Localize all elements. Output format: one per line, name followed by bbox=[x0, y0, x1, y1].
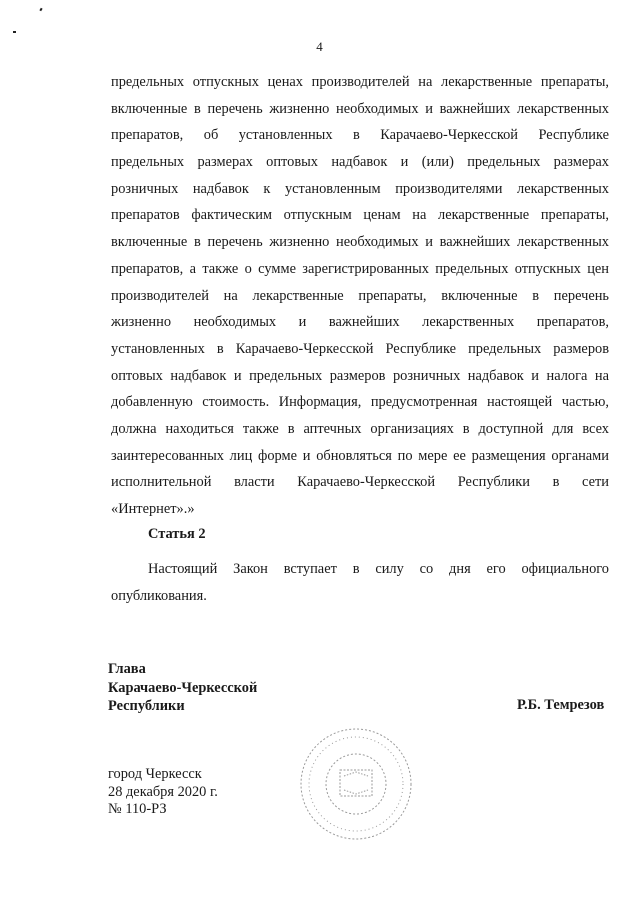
signatory-title-line: Республики bbox=[108, 698, 185, 714]
paragraph-line: препаратов, об установленных в Карачаево-Черкесской Республике bbox=[111, 127, 609, 144]
paragraph-line: розничных надбавок к установленным производителями лекарственных bbox=[111, 180, 609, 197]
document-footer bbox=[108, 766, 218, 819]
paragraph-line: оптовых надбавок и предельных размеров розничных надбавок и налога на bbox=[111, 367, 609, 384]
paragraph-line: «Интернет».» bbox=[111, 501, 195, 517]
page-number: 4 bbox=[316, 39, 323, 54]
article-title: Статья 2 bbox=[148, 526, 206, 542]
paragraph-line: заинтересованных лиц форме и обновляться по мере ее размещения органами bbox=[111, 447, 609, 464]
official-seal-stamp bbox=[296, 724, 416, 844]
paragraph-line: жизненно необходимых и важнейших лекарственных препаратов, bbox=[111, 314, 609, 331]
article-2-body bbox=[111, 556, 609, 609]
scan-artifact bbox=[13, 31, 16, 33]
paragraph-line: производителей на лекарственные препараты, включенные в перечень bbox=[111, 287, 609, 304]
article-1-continuation bbox=[111, 69, 609, 523]
scan-artifact bbox=[39, 8, 42, 12]
paragraph-line: Настоящий Закон вступает в силу со дня его официального bbox=[148, 561, 609, 577]
date: 28 декабря 2020 г. bbox=[108, 783, 218, 800]
paragraph-line: препаратов фактическим отпускным ценам на лекарственные препараты, bbox=[111, 207, 609, 224]
paragraph-line: включенные в перечень жизненно необходимых и важнейших лекарственных bbox=[111, 100, 609, 117]
paragraph-line: препаратов, а также о сумме зарегистрированных предельных отпускных цен bbox=[111, 260, 609, 277]
paragraph-line: опубликования. bbox=[111, 587, 207, 604]
paragraph-line: включенные в перечень жизненно необходимых и важнейших лекарственных bbox=[111, 234, 609, 251]
signatory-title-line: Глава bbox=[108, 661, 146, 677]
paragraph-line: предельных отпускных ценах производителей на лекарственные препараты, bbox=[111, 74, 609, 90]
city: город Черкесск bbox=[108, 766, 202, 782]
paragraph-line: предельных размерах оптовых надбавок и (или) предельных размерах bbox=[111, 154, 609, 171]
paragraph-line: исполнительной власти Карачаево-Черкесской Республики в сети bbox=[111, 474, 609, 491]
signatory-title bbox=[108, 660, 257, 716]
signatory-title-line: Карачаево-Черкесской bbox=[108, 679, 258, 696]
paragraph-line: должна находиться также в аптечных организациях в доступной для всех bbox=[111, 420, 609, 437]
law-number: № 110-РЗ bbox=[108, 801, 167, 817]
signer-name: Р.Б. Темрезов bbox=[517, 697, 605, 713]
paragraph-line: установленных в Карачаево-Черкесской Республике предельных размеров bbox=[111, 340, 609, 357]
paragraph-line: добавленную стоимость. Информация, предусмотренная настоящей частью, bbox=[111, 394, 609, 411]
